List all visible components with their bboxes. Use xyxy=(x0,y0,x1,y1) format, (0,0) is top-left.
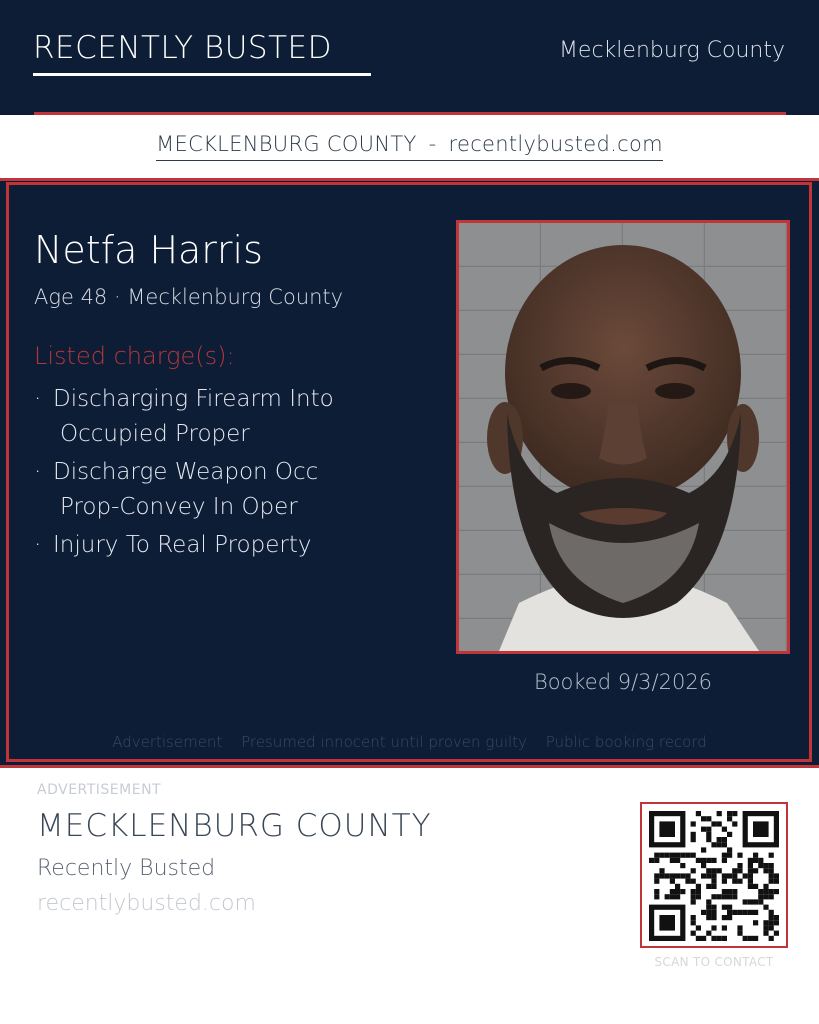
brand-title[interactable]: RECENTLY BUSTED xyxy=(33,30,332,66)
qr-code[interactable] xyxy=(640,802,788,948)
header-divider xyxy=(34,112,786,115)
note-presumed-innocent: Presumed innocent until proven guilty xyxy=(241,733,527,751)
charge-line2: Prop-Convey In Oper xyxy=(60,494,298,520)
charges-list xyxy=(34,382,414,566)
booked-date: Booked 9/3/2026 xyxy=(533,670,713,694)
charge-item xyxy=(34,455,414,525)
charge-item xyxy=(34,528,414,563)
ad-brand: Recently Busted xyxy=(37,856,216,881)
ad-label: ADVERTISEMENT xyxy=(37,782,162,798)
subheader-link[interactable] xyxy=(156,132,663,161)
header-county: Mecklenburg County xyxy=(558,38,785,63)
qr-code-icon xyxy=(642,804,786,946)
subheader-county: MECKLENBURG COUNTY xyxy=(156,132,417,156)
bullet-icon: · xyxy=(34,459,42,485)
person-name: Netfa Harris xyxy=(34,228,263,272)
bullet-icon: · xyxy=(34,386,42,412)
charge-line1: Discharge Weapon Occ xyxy=(53,459,319,485)
note-advertisement: Advertisement xyxy=(112,733,223,751)
charge-line1: Injury To Real Property xyxy=(53,532,312,558)
charge-line2: Occupied Proper xyxy=(60,421,250,447)
mugshot-image xyxy=(459,223,787,651)
ad-url[interactable]: recentlybusted.com xyxy=(37,891,256,916)
subheader-site: recentlybusted.com xyxy=(448,132,663,156)
charge-item xyxy=(34,382,414,452)
subheader-separator: - xyxy=(428,132,437,156)
note-public-record: Public booking record xyxy=(545,733,707,751)
subheader xyxy=(0,132,819,161)
charge-line1: Discharging Firearm Into xyxy=(53,386,334,412)
ad-county: MECKLENBURG COUNTY xyxy=(37,808,432,844)
charges-heading: Listed charge(s): xyxy=(34,342,235,370)
bullet-icon: · xyxy=(34,532,42,558)
brand-underline xyxy=(33,73,371,76)
disclaimer-row xyxy=(0,733,819,751)
site-header xyxy=(0,0,819,115)
person-meta: Age 48 · Mecklenburg County xyxy=(34,285,344,309)
qr-caption: SCAN TO CONTACT xyxy=(654,955,774,969)
booking-photo xyxy=(456,220,790,654)
